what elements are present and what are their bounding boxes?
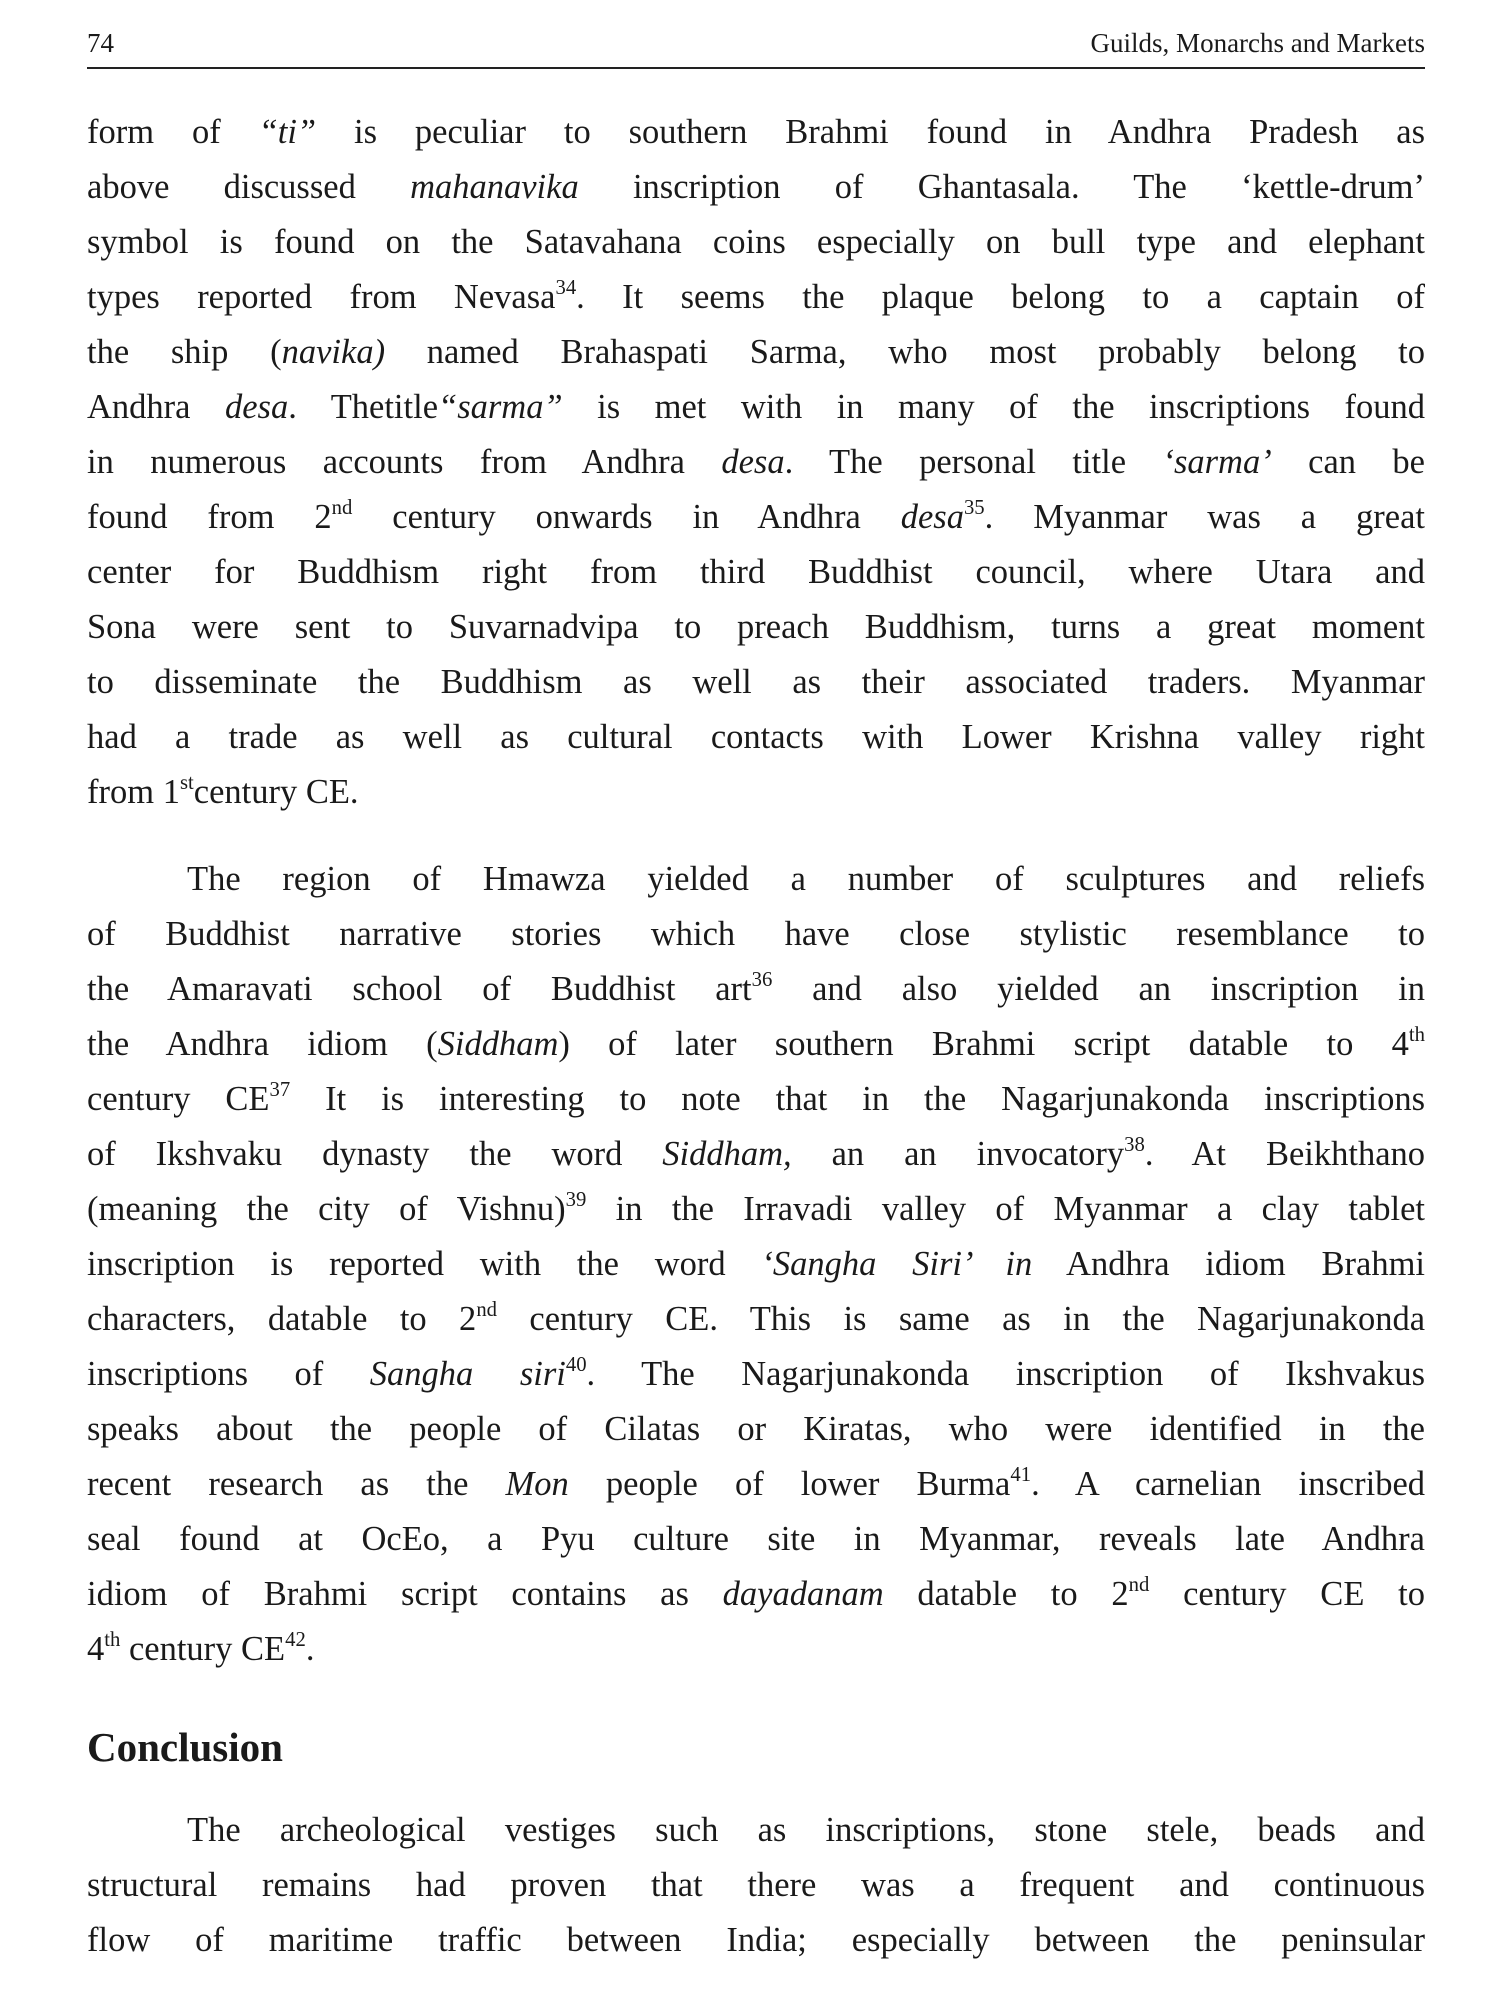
paragraph-3 — [87, 1803, 1425, 1968]
text-run: in numerous accounts from Andhra — [87, 443, 722, 481]
text-line — [87, 325, 1425, 380]
text-run: datable to 2 — [883, 1575, 1129, 1613]
footnote-reference: 38 — [1124, 1133, 1145, 1156]
section-heading: Conclusion — [87, 1724, 283, 1770]
text-run: . The Nagarjunakonda inscription of Ikshvakus — [586, 1355, 1426, 1393]
text-run: the ship ( — [87, 333, 282, 371]
text-line — [87, 270, 1425, 325]
text-run: (meaning the city of Vishnu) — [87, 1190, 566, 1228]
text-run: inscription is reported with the word — [87, 1245, 762, 1283]
italic-text: desa — [900, 498, 964, 536]
text-run: types reported from Nevasa — [87, 278, 556, 316]
text-run: symbol is found on the Satavahana coins especially on bull type and elephant — [87, 223, 1425, 261]
text-run: speaks about the people of Cilatas or Kiratas, who were identified in the — [87, 1410, 1425, 1448]
text-run: form of — [87, 113, 259, 151]
text-run: . Myanmar was a great — [984, 498, 1425, 536]
text-run: century CE — [87, 1080, 270, 1118]
text-line — [87, 1567, 1425, 1622]
text-run: It is interesting to note that in the Nagarjunakonda inscriptions — [290, 1080, 1425, 1118]
text-line — [87, 1622, 1425, 1677]
text-run: idiom of Brahmi script contains as — [87, 1575, 723, 1613]
italic-text: Siddham, — [662, 1135, 792, 1173]
text-line — [87, 1402, 1425, 1457]
book-title: Guilds, Monarchs and Markets — [1090, 28, 1425, 58]
text-line — [87, 105, 1425, 160]
text-run: can be — [1271, 443, 1425, 481]
text-run: inscriptions of — [87, 1355, 370, 1393]
italic-text: desa — [721, 443, 785, 481]
footnote-reference: 34 — [555, 276, 577, 299]
text-line — [87, 1072, 1425, 1127]
footnote-reference: 35 — [963, 496, 985, 519]
text-run: of Buddhist narrative stories which have close stylistic resemblance to — [87, 915, 1425, 953]
italic-text: desa — [224, 388, 289, 426]
footnote-reference: 41 — [1010, 1463, 1032, 1486]
footnote-reference: nd — [1128, 1573, 1150, 1596]
text-line — [87, 1292, 1425, 1347]
paragraph-2 — [87, 852, 1425, 1677]
italic-text: Mon — [505, 1465, 569, 1503]
text-line — [87, 1913, 1425, 1968]
text-run: Andhra idiom Brahmi — [1032, 1245, 1425, 1283]
text-run: inscription of Ghantasala. The ‘kettle-drum’ — [578, 168, 1425, 206]
text-line — [87, 215, 1425, 270]
text-line — [87, 1017, 1425, 1072]
text-run: is met with in many of the inscriptions found — [562, 388, 1426, 426]
text-line — [87, 1512, 1425, 1567]
footnote-reference: th — [1408, 1023, 1425, 1046]
italic-text: “ti” — [258, 113, 317, 151]
paragraph-1 — [87, 105, 1425, 820]
text-run: people of lower Burma — [568, 1465, 1011, 1503]
italic-text: navika) — [281, 333, 386, 371]
footnote-reference: 36 — [751, 968, 773, 991]
text-run: an an invocatory — [791, 1135, 1125, 1173]
italic-text: dayadanam — [722, 1575, 884, 1613]
text-run: and also yielded an inscription in — [772, 970, 1425, 1008]
text-run: from 1 — [87, 773, 180, 811]
text-run: recent research as the — [87, 1465, 506, 1503]
footnote-reference: 42 — [285, 1628, 306, 1651]
text-run: . Thetitle — [288, 388, 439, 426]
text-line — [87, 1803, 1425, 1858]
text-line — [87, 545, 1425, 600]
text-run: . At Beikhthano — [1144, 1135, 1426, 1173]
text-run: 4 — [87, 1630, 105, 1668]
text-run: named Brahaspati Sarma, who most probably belong to — [385, 333, 1426, 371]
text-line — [87, 1182, 1425, 1237]
footnote-reference: nd — [476, 1298, 497, 1321]
italic-text: “sarma” — [438, 388, 563, 426]
text-line — [87, 1127, 1425, 1182]
italic-text: ‘Sangha Siri’ in — [761, 1245, 1033, 1283]
text-line — [87, 710, 1425, 765]
text-run: . The personal title — [784, 443, 1163, 481]
footnote-reference: st — [179, 771, 194, 794]
text-run: above discussed — [87, 168, 411, 206]
text-run: century CE. — [193, 773, 359, 811]
text-run: The region of Hmawza yielded a number of sculptures and reliefs — [187, 860, 1425, 898]
text-run: flow of maritime traffic between India; especially between the peninsular — [87, 1921, 1425, 1959]
text-line — [87, 380, 1425, 435]
text-run: seal found at OcEo, a Pyu culture site in Myanmar, reveals late Andhra — [87, 1520, 1425, 1558]
header-rule — [87, 67, 1425, 69]
text-run: center for Buddhism right from third Buddhist council, where Utara and — [87, 553, 1425, 591]
italic-text: ‘sarma’ — [1162, 443, 1272, 481]
text-run: ) of later southern Brahmi script datable to 4 — [558, 1025, 1409, 1063]
text-line — [87, 765, 1425, 820]
text-run: is peculiar to southern Brahmi found in Andhra Pradesh as — [316, 113, 1425, 151]
text-line — [87, 600, 1425, 655]
footnote-reference: 40 — [565, 1353, 587, 1376]
footnote-reference: 37 — [269, 1078, 291, 1101]
text-line — [87, 1457, 1425, 1512]
text-run: century CE — [120, 1630, 286, 1668]
text-run: . — [305, 1630, 315, 1668]
text-run: Andhra — [87, 388, 225, 426]
running-header — [87, 24, 1425, 64]
text-line — [87, 655, 1425, 710]
text-run: characters, datable to 2 — [87, 1300, 477, 1338]
text-run: of Ikshvaku dynasty the word — [87, 1135, 663, 1173]
text-run: The archeological vestiges such as inscriptions, stone stele, beads and — [187, 1811, 1425, 1849]
italic-text: mahanavika — [410, 168, 579, 206]
footnote-reference: th — [104, 1628, 121, 1651]
footnote-reference: 39 — [565, 1188, 587, 1211]
text-line — [87, 1858, 1425, 1913]
text-line — [87, 160, 1425, 215]
text-line — [87, 907, 1425, 962]
text-run: structural remains had proven that there was a frequent and continuous — [87, 1866, 1425, 1904]
text-line — [87, 490, 1425, 545]
text-run: century CE to — [1149, 1575, 1425, 1613]
text-line — [87, 1237, 1425, 1292]
text-run: the Amaravati school of Buddhist art — [87, 970, 752, 1008]
text-run: to disseminate the Buddhism as well as their associated traders. Myanmar — [87, 663, 1425, 701]
text-run: century CE. This is same as in the Nagarjunakonda — [497, 1300, 1426, 1338]
footnote-reference: nd — [331, 496, 353, 519]
text-run: . A carnelian inscribed — [1031, 1465, 1426, 1503]
text-run: found from 2 — [87, 498, 332, 536]
text-line — [87, 962, 1425, 1017]
text-line — [87, 1347, 1425, 1402]
text-run: the Andhra idiom ( — [87, 1025, 438, 1063]
italic-text: Siddham — [437, 1025, 559, 1063]
text-line — [87, 852, 1425, 907]
text-run: . It seems the plaque belong to a captain of — [576, 278, 1425, 316]
page-number: 74 — [87, 28, 114, 58]
text-run: Sona were sent to Suvarnadvipa to preach Buddhism, turns a great moment — [87, 608, 1425, 646]
text-run: had a trade as well as cultural contacts with Lower Krishna valley right — [87, 718, 1425, 756]
text-run: in the Irravadi valley of Myanmar a clay tablet — [586, 1190, 1425, 1228]
italic-text: Sangha siri — [369, 1355, 566, 1393]
text-run: century onwards in Andhra — [352, 498, 901, 536]
text-line — [87, 435, 1425, 490]
